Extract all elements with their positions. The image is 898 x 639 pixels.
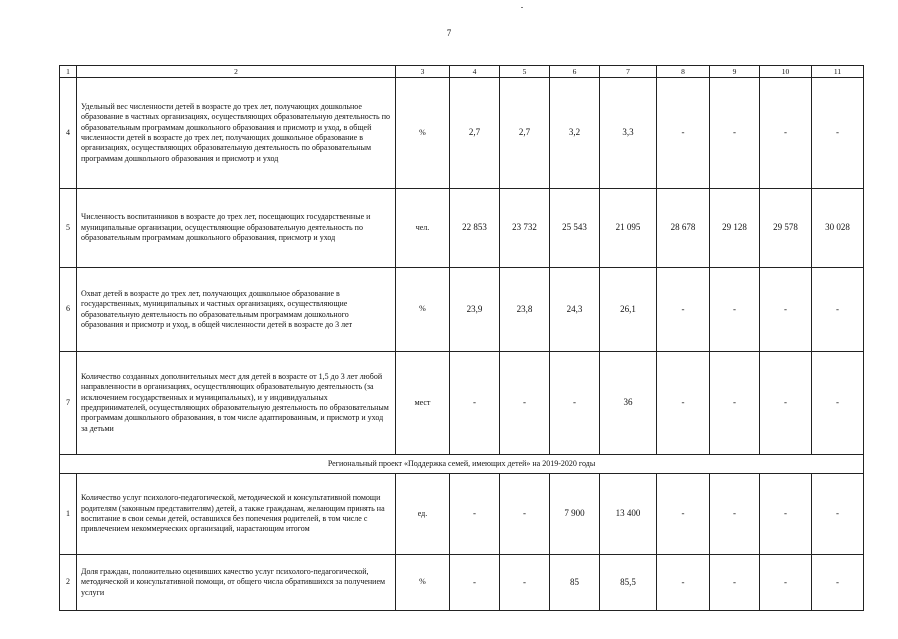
value-cell: -	[500, 474, 550, 555]
header-cell: 6	[550, 66, 600, 78]
scan-speck	[521, 7, 523, 8]
value-cell: -	[710, 268, 760, 352]
value-cell: 2,7	[500, 78, 550, 189]
value-cell: -	[812, 268, 864, 352]
table-row	[60, 268, 864, 352]
value-cell: 30 028	[812, 189, 864, 268]
header-cell: 11	[812, 66, 864, 78]
value-cell: 23 732	[500, 189, 550, 268]
row-number: 2	[60, 555, 77, 611]
row-number: 6	[60, 268, 77, 352]
value-cell: -	[710, 555, 760, 611]
value-cell: -	[710, 78, 760, 189]
value-cell: -	[760, 268, 812, 352]
value-cell: -	[450, 474, 500, 555]
value-cell: 3,2	[550, 78, 600, 189]
header-cell: 3	[396, 66, 450, 78]
value-cell: 13 400	[600, 474, 657, 555]
value-cell: 23,8	[500, 268, 550, 352]
unit-cell: мест	[396, 352, 450, 455]
row-number: 7	[60, 352, 77, 455]
table-body	[60, 66, 864, 611]
header-cell: 2	[77, 66, 396, 78]
value-cell: -	[500, 352, 550, 455]
value-cell: -	[812, 555, 864, 611]
value-cell: -	[710, 474, 760, 555]
value-cell: 28 678	[657, 189, 710, 268]
value-cell: -	[657, 78, 710, 189]
section-title: Региональный проект «Поддержка семей, имеющих детей» на 2019-2020 годы	[60, 455, 864, 474]
table-row	[60, 78, 864, 189]
header-cell: 10	[760, 66, 812, 78]
value-cell: 29 578	[760, 189, 812, 268]
unit-cell: чел.	[396, 189, 450, 268]
indicator-name: Удельный вес численности детей в возрасте до трех лет, получающих дошкольное образование в частных организациях, осуществляющих образовательную деятельность по образовательным программам дошкольного образования и присмотр и уход, в общей численности детей в возрасте до трех лет, получающих дошкольное образование в организациях, осуществляющих образовательную деятельность по образовательным программам дошкольного образования и присмотр и уход	[77, 78, 396, 189]
header-cell: 8	[657, 66, 710, 78]
value-cell: -	[760, 555, 812, 611]
section-header-row	[60, 455, 864, 474]
value-cell: 21 095	[600, 189, 657, 268]
value-cell: 24,3	[550, 268, 600, 352]
row-number: 1	[60, 474, 77, 555]
value-cell: 36	[600, 352, 657, 455]
value-cell: 25 543	[550, 189, 600, 268]
value-cell: -	[500, 555, 550, 611]
value-cell: 85	[550, 555, 600, 611]
unit-cell: %	[396, 268, 450, 352]
table-row	[60, 474, 864, 555]
indicator-name: Численность воспитанников в возрасте до трех лет, посещающих государственные и муниципальные организации, осуществляющие образовательную деятельность по образовательным программам дошкольного образования, присмотр и уход	[77, 189, 396, 268]
value-cell: -	[657, 268, 710, 352]
value-cell: 2,7	[450, 78, 500, 189]
value-cell: -	[760, 78, 812, 189]
header-cell: 4	[450, 66, 500, 78]
page-number: 7	[446, 28, 452, 38]
unit-cell: %	[396, 555, 450, 611]
row-number: 5	[60, 189, 77, 268]
table-row	[60, 555, 864, 611]
header-cell: 1	[60, 66, 77, 78]
value-cell: -	[760, 474, 812, 555]
value-cell: -	[657, 352, 710, 455]
header-cell: 5	[500, 66, 550, 78]
value-cell: -	[450, 352, 500, 455]
header-row	[60, 66, 864, 78]
value-cell: -	[657, 555, 710, 611]
indicator-name: Доля граждан, положительно оценивших качество услуг психолого-педагогической, методической и консультативной помощи, от общего числа обратившихся за получением услуги	[77, 555, 396, 611]
value-cell: -	[710, 352, 760, 455]
table-row	[60, 189, 864, 268]
value-cell: -	[550, 352, 600, 455]
value-cell: 7 900	[550, 474, 600, 555]
indicators-table	[59, 65, 864, 611]
indicator-name: Количество созданных дополнительных мест для детей в возрасте от 1,5 до 3 лет любой направленности в организациях, осуществляющих образовательную деятельность (за исключением государственных и муниципальных), и у индивидуальных предпринимателей, осуществляющих образовательную деятельность по образовательным программам дошкольного образования, в том числе адаптированным, и присмотр и уход за детьми	[77, 352, 396, 455]
indicator-name: Количество услуг психолого-педагогической, методической и консультативной помощи родителям (законным представителям) детей, а также гражданам, желающим принять на воспитание в свои семьи детей, оставшихся без попечения родителей, в том числе с привлечением некоммерческих организаций, нарастающим итогом	[77, 474, 396, 555]
value-cell: -	[812, 474, 864, 555]
unit-cell: ед.	[396, 474, 450, 555]
value-cell: -	[812, 352, 864, 455]
value-cell: -	[760, 352, 812, 455]
header-cell: 7	[600, 66, 657, 78]
value-cell: 3,3	[600, 78, 657, 189]
value-cell: 29 128	[710, 189, 760, 268]
value-cell: -	[450, 555, 500, 611]
value-cell: 85,5	[600, 555, 657, 611]
value-cell: 26,1	[600, 268, 657, 352]
value-cell: 22 853	[450, 189, 500, 268]
indicator-name: Охват детей в возрасте до трех лет, получающих дошкольное образование в государственных, муниципальных и частных организациях, осуществляющие образовательную деятельность по образовательным программам дошкольного образования и присмотр и уход, в общей численности детей в возрасте до 3 лет	[77, 268, 396, 352]
header-cell: 9	[710, 66, 760, 78]
unit-cell: %	[396, 78, 450, 189]
value-cell: -	[812, 78, 864, 189]
value-cell: 23,9	[450, 268, 500, 352]
row-number: 4	[60, 78, 77, 189]
table-row	[60, 352, 864, 455]
value-cell: -	[657, 474, 710, 555]
